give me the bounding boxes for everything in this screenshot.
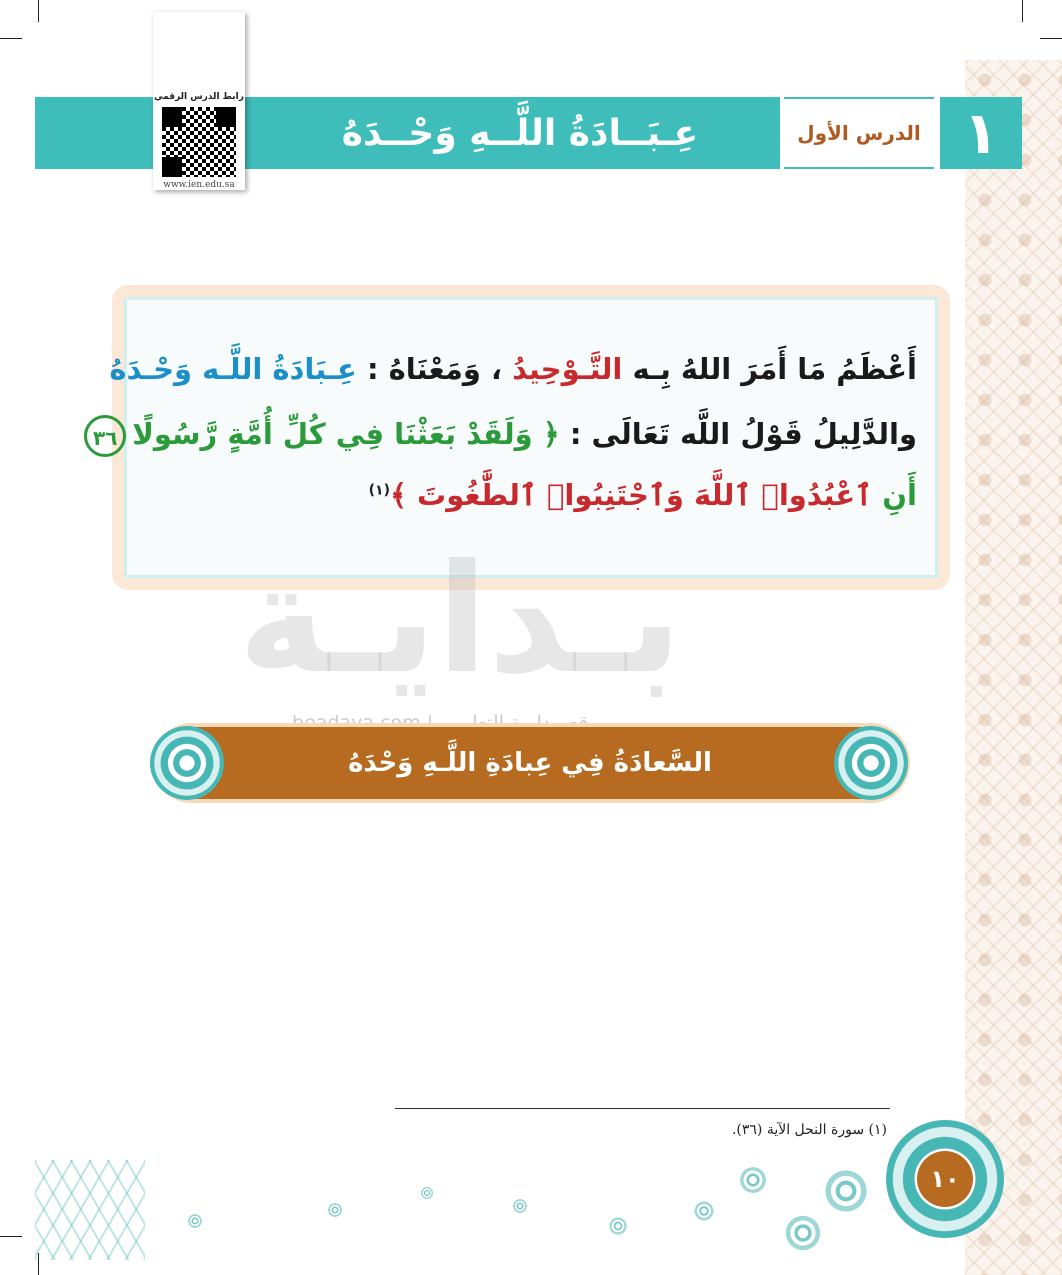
line1-text-b: ، وَمَعْنَاهُ :	[356, 352, 513, 386]
crop-mark	[38, 0, 39, 22]
content-line-3	[369, 478, 917, 512]
small-rosette-icon	[327, 1202, 343, 1218]
qr-code-icon[interactable]	[162, 107, 236, 177]
page-number: ١٠	[917, 1151, 973, 1207]
lesson-label-badge	[784, 97, 934, 169]
small-rosette-icon	[783, 1213, 823, 1253]
lesson-number-box	[940, 97, 1022, 169]
section-title: السَّعادَةُ فِي عِبادَةِ اللَّـهِ وَحْدَهُ	[348, 748, 712, 778]
qr-caption: رابط الدرس الرقمي	[154, 92, 244, 102]
rosette-right-icon	[834, 726, 908, 800]
watermark-logo: بـدايـة	[237, 533, 683, 707]
content-line-1	[109, 352, 917, 386]
line2-text-a: والدَّلِيلُ قَوْلُ اللَّه تَعَالَى :	[559, 417, 917, 451]
lesson-number: ١	[963, 99, 999, 167]
small-rosette-icon	[693, 1200, 715, 1222]
line1-text-a: أَعْظَمُ مَا أَمَرَ اللهُ بِـه	[622, 352, 917, 386]
lesson-label: الدرس الأول	[797, 121, 921, 145]
small-rosette-icon	[608, 1216, 628, 1236]
qr-card[interactable]	[153, 12, 245, 190]
small-rosette-icon	[420, 1186, 434, 1200]
small-rosette-icon	[187, 1213, 203, 1229]
small-rosette-icon	[738, 1165, 768, 1195]
content-line-2	[78, 415, 917, 457]
rosette-left-icon	[150, 726, 224, 800]
side-decorative-pattern	[965, 60, 1062, 1275]
verse-number-marker: ٣٦	[84, 415, 126, 457]
crop-mark	[0, 1236, 22, 1237]
crop-mark	[0, 38, 22, 39]
footnote-text: (١) سورة النحل الآية (٣٦).	[731, 1122, 887, 1138]
verse-part-1: ﴿ وَلَقَدْ بَعَثْنَا فِي كُلِّ أُمَّةٍ رَّسُولًا	[132, 417, 560, 451]
verse-part-2: أَنِ	[872, 478, 917, 512]
crop-mark	[1040, 38, 1062, 39]
geometric-corner-ornament	[35, 1160, 145, 1260]
lesson-title: عِـبَــادَةُ اللَّــهِ وَحْــدَهُ	[341, 112, 699, 154]
crop-mark	[1022, 0, 1023, 22]
small-rosette-icon	[512, 1198, 528, 1214]
footnote-divider	[395, 1108, 890, 1109]
tawheed-meaning: عِـبَادَةُ اللَّـه وَحْـدَهُ	[109, 352, 357, 386]
qr-url[interactable]: www.ien.edu.sa	[163, 180, 235, 190]
verse-part-3: ٱعْبُدُوا۟ ٱللَّهَ وَٱجْتَنِبُوا۟ ٱلطَّٰغُوتَ ﴾	[389, 478, 873, 512]
tawheed-term: التَّـوْحِيدُ	[512, 352, 623, 386]
footnote-reference[interactable]: (١)	[368, 482, 390, 499]
small-rosette-icon	[822, 1167, 870, 1215]
